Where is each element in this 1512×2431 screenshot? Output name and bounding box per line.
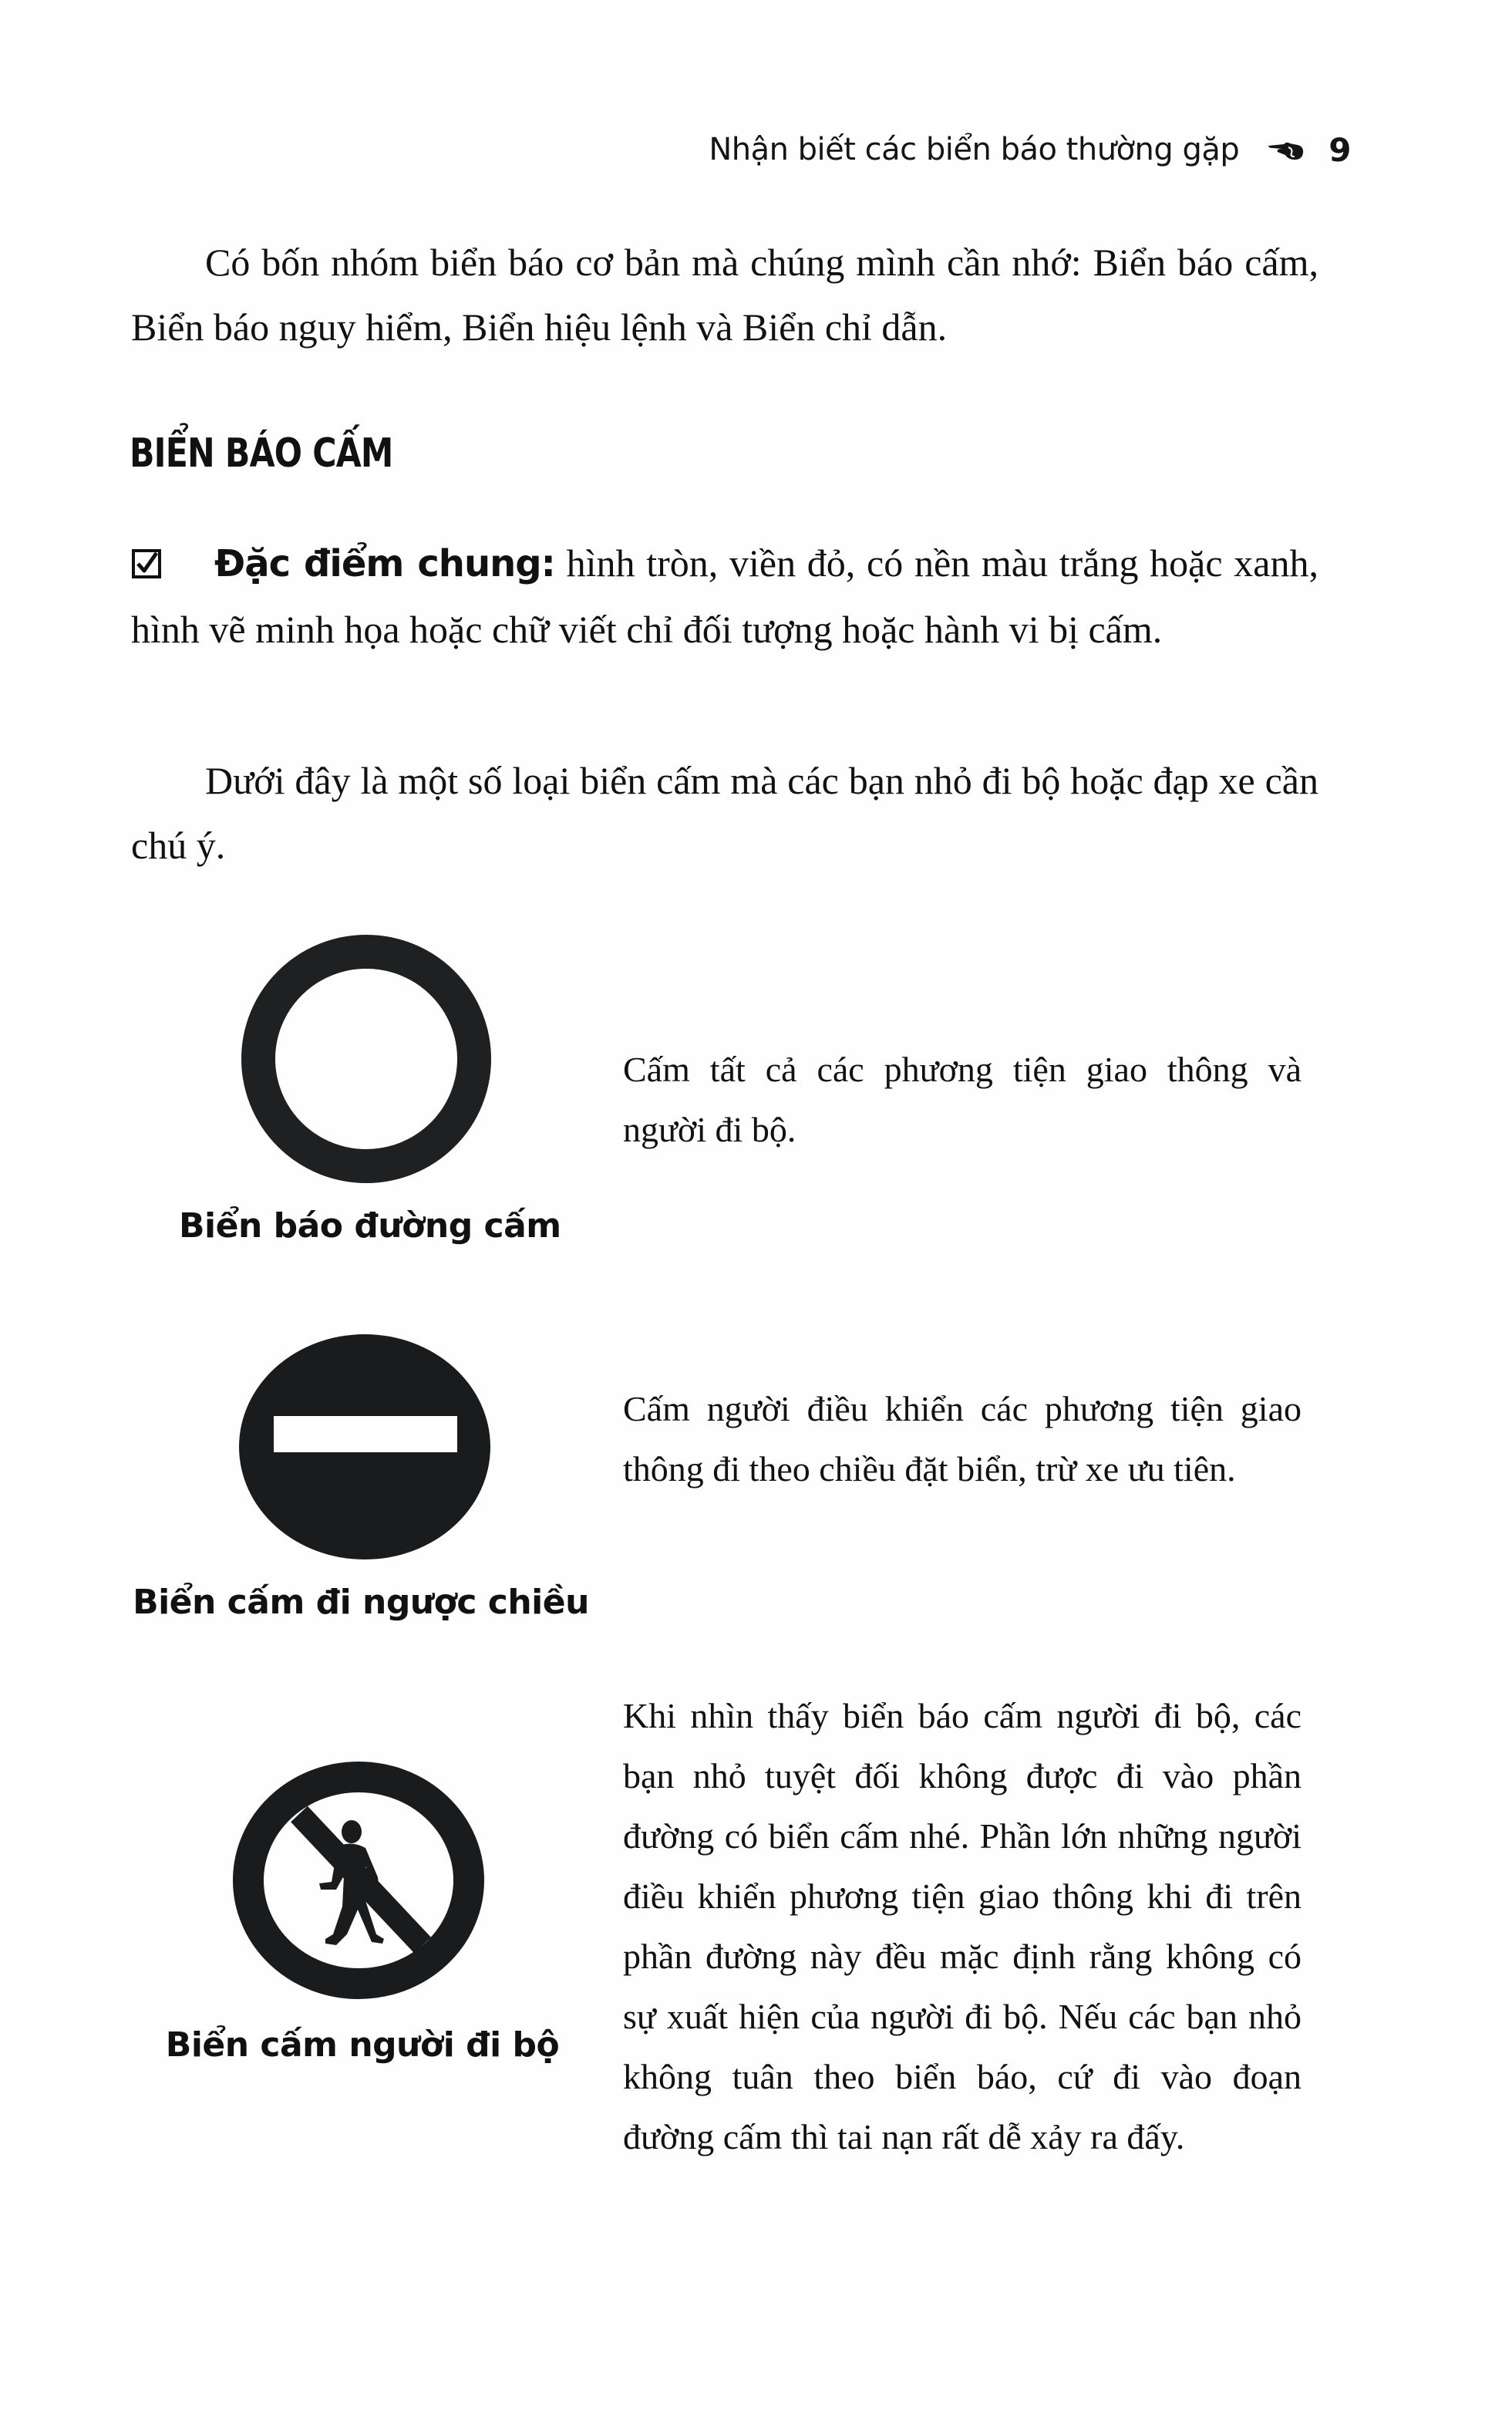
intro-paragraph: Có bốn nhóm biển báo cơ bản mà chúng mình cần nhớ: Biển báo cấm, Biển báo nguy hiểm, Biển hiệu lệnh và Biển chỉ dẫn. (131, 241, 1318, 349)
section-heading: BIỂN BÁO CẤM (130, 430, 393, 477)
sign-label: Biển cấm người đi bộ (165, 2025, 560, 2065)
list-intro-paragraph: Dưới đây là một số loại biển cấm mà các bạn nhỏ đi bộ hoặc đạp xe cần chú ý. (131, 759, 1318, 867)
feature-label: Đặc điểm chung: (214, 542, 555, 585)
running-header (626, 128, 1351, 171)
sign-description: Khi nhìn thấy biển báo cấm người đi bộ, các bạn nhỏ tuyệt đối không được đi vào phần đường có biển cấm nhé. Phần lớn những người điều khiển phương tiện giao thông khi đi trên phần đường này đều mặc định rằng không có sự xuất hiện của người đi bộ. Nếu các bạn nhỏ không tuân theo biển báo, cứ đi vào đoạn đường cấm thì tai nạn rất dễ xảy ra đấy. (623, 1696, 1302, 2156)
feature-bullet (131, 531, 1318, 663)
checked-box-icon (131, 534, 162, 565)
running-header-title: Nhận biết các biển báo thường gặp (709, 132, 1240, 167)
page-number: 9 (1328, 130, 1351, 169)
sign-description: Cấm tất cả các phương tiện giao thông và người đi bộ. (623, 1050, 1302, 1149)
sign-description: Cấm người điều khiển các phương tiện giao thông đi theo chiều đặt biển, trừ xe ưu tiên. (623, 1389, 1302, 1489)
sign-label: Biển báo đường cấm (179, 1206, 561, 1246)
no-entry-sign-icon (237, 1333, 492, 1561)
pointing-hand-icon (1267, 137, 1305, 163)
road-closed-sign-icon (241, 935, 492, 1183)
feature-text: hình tròn, viền đỏ, có nền màu trắng hoặc xanh, hình vẽ minh họa hoặc chữ viết chỉ đối tượng hoặc hành vi bị cấm. (131, 541, 1318, 651)
no-pedestrians-sign-icon (230, 1760, 487, 2001)
sign-label: Biển cấm đi ngược chiều (133, 1583, 589, 1622)
